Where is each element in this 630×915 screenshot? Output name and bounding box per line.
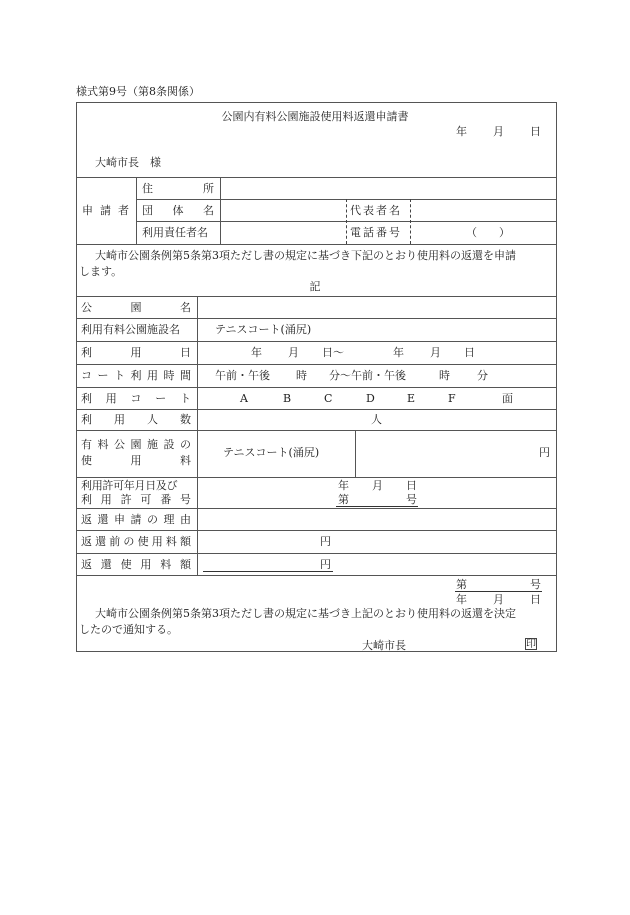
return-fee-underline: [203, 571, 333, 572]
use-date-from-year: 年: [251, 346, 262, 359]
divider: [76, 530, 557, 531]
court-option-f[interactable]: F: [448, 392, 456, 405]
manager-label: 利用責任者名: [142, 226, 208, 239]
court-time-label: コ ー ト 利 用 時 間: [81, 369, 191, 382]
court-count-unit: 面: [502, 392, 513, 405]
divider: [346, 199, 347, 244]
use-date-to-month: 月: [430, 346, 441, 359]
divider: [76, 244, 557, 245]
ki-label: 記: [309, 280, 321, 293]
people-unit: 人: [371, 413, 382, 426]
permit-number-suffix: 号: [406, 493, 417, 506]
decision-date-year: 年: [456, 593, 467, 606]
divider: [76, 387, 557, 388]
court-option-d[interactable]: D: [366, 392, 375, 405]
address-field[interactable]: [221, 178, 556, 198]
permit-number-prefix: 第: [338, 493, 349, 506]
fee-label-line2: 使 用 料: [81, 454, 191, 467]
group-name-field[interactable]: [221, 200, 345, 220]
court-option-a[interactable]: A: [240, 392, 248, 405]
decision-number-prefix: 第: [456, 578, 467, 591]
fee-label-line1: 有 料 公 園 施 設 の: [81, 438, 191, 451]
facility-label: 利用有料公園施設名: [81, 323, 180, 336]
form-title: 公園内有料公園施設使用料返還申請書: [221, 110, 409, 123]
permit-month: 月: [372, 479, 383, 492]
reason-field[interactable]: [198, 509, 556, 529]
divider: [197, 296, 198, 575]
park-name-label: 公 園 名: [81, 301, 191, 314]
representative-field[interactable]: [411, 200, 556, 220]
decision-date-month: 月: [493, 593, 504, 606]
divider: [355, 430, 356, 477]
divider: [76, 341, 557, 342]
court-option-b[interactable]: B: [283, 392, 292, 405]
divider: [76, 364, 557, 365]
return-fee-label: 返 還 使 用 料 額: [81, 558, 191, 571]
divider: [76, 430, 557, 431]
decision-number-underline: [455, 591, 542, 592]
request-text-line1: 大崎市公園条例第5条第3項ただし書の規定に基づき下記のとおり使用料の返還を申請: [95, 249, 516, 262]
use-date-label: 利 用 日: [81, 346, 191, 359]
decision-number-suffix: 号: [530, 578, 541, 591]
permit-number-underline: [336, 506, 418, 507]
decision-text-line1: 大崎市公園条例第5条第3項ただし書の規定に基づき上記のとおり使用料の返還を決定: [95, 607, 516, 620]
fee-unit: 円: [539, 446, 550, 459]
decision-date-day: 日: [530, 593, 541, 606]
addressee: 大崎市長 様: [95, 156, 161, 169]
divider: [76, 553, 557, 554]
form-number: 様式第9号（第8条関係）: [76, 85, 200, 98]
park-name-field[interactable]: [198, 297, 556, 317]
facility-value: テニスコート(涌尻): [215, 323, 312, 336]
permit-year: 年: [338, 479, 349, 492]
use-date-from-month: 月: [288, 346, 299, 359]
court-time-to-minute: 分: [477, 369, 488, 382]
use-date-to-day: 日: [464, 346, 475, 359]
return-fee-unit: 円: [320, 558, 331, 571]
manager-field[interactable]: [221, 222, 345, 243]
permit-day: 日: [406, 479, 417, 492]
people-label: 利 用 人 数: [81, 413, 191, 426]
request-text-line2: します。: [79, 265, 123, 278]
date-day: 日: [530, 125, 541, 138]
fee-facility: テニスコート(涌尻): [223, 446, 320, 459]
court-option-e[interactable]: E: [407, 392, 416, 405]
decision-signer: 大崎市長: [362, 639, 406, 652]
divider: [76, 575, 557, 576]
seal-icon: 印: [526, 639, 536, 650]
address-label: 住 所: [142, 182, 214, 195]
representative-label: 代表者名: [350, 204, 402, 217]
divider: [76, 477, 557, 478]
applicant-label-text: 申請者: [82, 204, 136, 217]
date-month: 月: [493, 125, 504, 138]
use-date-to-year: 年: [393, 346, 404, 359]
divider: [76, 318, 557, 319]
phone-field[interactable]: （ ）: [466, 226, 510, 239]
pre-fee-label: 返 還 前 の 使 用 料 額: [81, 535, 191, 548]
decision-text-line2: したので通知する。: [79, 623, 178, 636]
applicant-label: [82, 204, 136, 217]
permit-label-line1: 利用許可年月日及び: [81, 479, 178, 492]
divider: [136, 177, 137, 244]
pre-fee-unit: 円: [320, 535, 331, 548]
phone-label: 電話番号: [350, 226, 402, 239]
group-name-label: 団 体 名: [142, 204, 214, 217]
court-time-to-hour: 時: [439, 369, 450, 382]
court-time-from-ampm[interactable]: 午前・午後: [215, 369, 270, 382]
court-time-from-hour: 時: [296, 369, 307, 382]
permit-label-line2: 利 用 許 可 番 号: [81, 493, 191, 506]
court-option-c[interactable]: C: [324, 392, 333, 405]
reason-label: 返 還 申 請 の 理 由: [81, 513, 191, 526]
court-time-to-ampm[interactable]: 分～午前・午後: [329, 369, 406, 382]
use-date-from-day: 日～: [322, 346, 344, 359]
divider: [76, 409, 557, 410]
court-label: 利 用 コ ー ト: [81, 392, 191, 405]
date-year: 年: [456, 125, 467, 138]
